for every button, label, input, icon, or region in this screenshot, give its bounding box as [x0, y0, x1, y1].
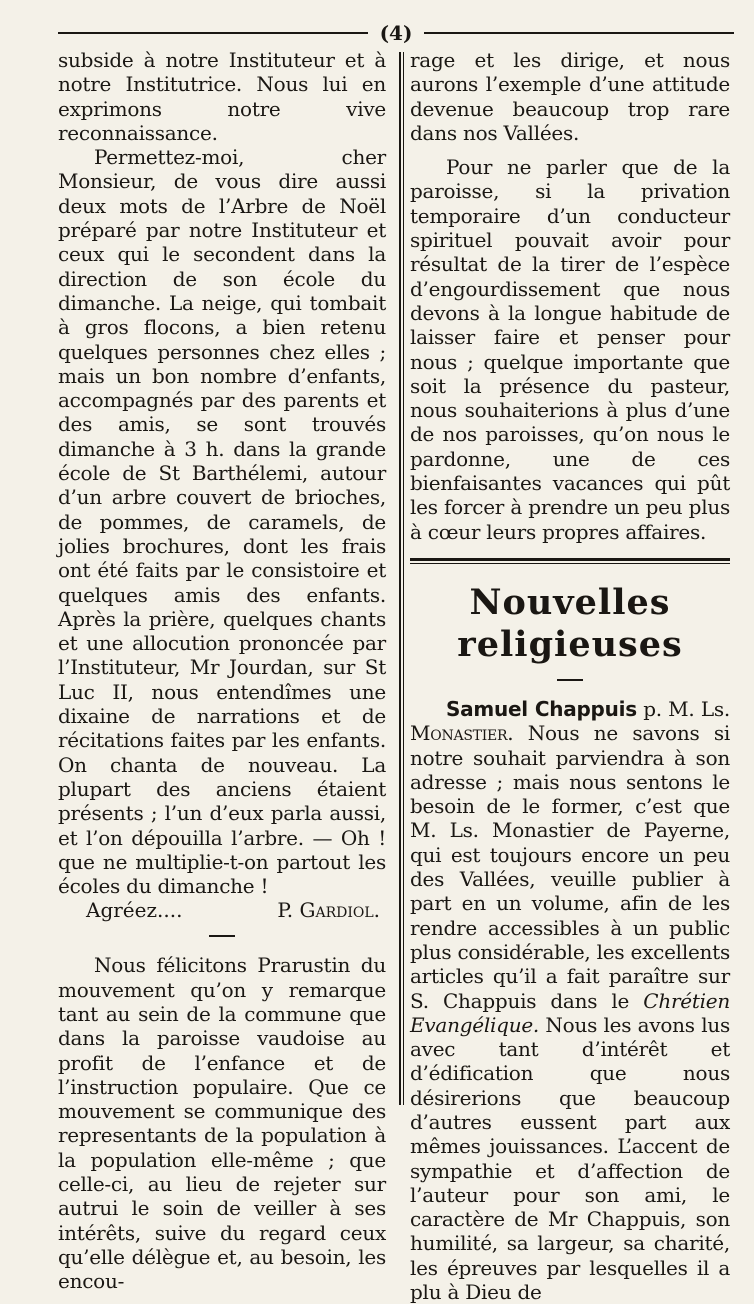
page-header: [58, 18, 734, 48]
article-text: Nous les avons lus avec tant d’intérêt et d’édification que nous désirerions que beaucoup d’autres eussent part aux mêmes jouissances. L’accent de sympathie et d’affection de l’auteur pour son ami, le caractère de Mr Chappuis, son humilité, sa largeur, sa charité, les épreuves par lesquelles il a plu à Dieu de: [410, 1012, 730, 1304]
paragraph: Permettez-moi, cher Monsieur, de vous dire aussi deux mots de l’Arbre de Noël préparé par notre Instituteur et ceux qui le secondent dans la direction de son école du dimanche. La neige, qui tombait à gros flocons, a bien retenu quelques personnes chez elles ; mais un bon nombre d’enfants, accompagnés par des parents et des amis, se sont trouvés dimanche à 3 h. dans la grande école de St Barthélemi, autour d’un arbre couvert de brioches, de pommes, de caramels, de jolies brochures, dont les frais ont été faits par le consistoire et quelques amis des enfants. Après la prière, quelques chants et une allocution prononcée par l’Instituteur, Mr Jourdan, sur St Luc II, nous entendîmes une dixaine de narrations et de récitations faites par les enfants. On chanta de nouveau. La plupart des anciens étaient présents ; l’un d’eux parla aussi, et l’on dépouilla l’arbre. — Oh ! que ne multiplie-t-on partout les écoles du dimanche !: [58, 145, 386, 899]
right-column: [410, 48, 730, 1304]
signature-name: P. Gardiol.: [277, 898, 380, 923]
left-column: [58, 48, 386, 1294]
paragraph: Nous félicitons Prarustin du mouvement qu’on y remarque tant au sein de la commune que dans la paroisse vaudoise au profit de l’enfance et de l’instruction populaire. Que ce mouvement se communique des representants de la population à la population elle-même ; que celle-ci, au lieu de rejeter sur autrui le soin de veiller à ses intérêts, suive du regard ceux qu’elle délègue et, au besoin, les encou-: [58, 953, 386, 1294]
article-text: Nous ne savons si notre souhait parviendra à son adresse ; mais nous sentons le besoin de le former, c’est que M. Ls. Monastier de Payerne, qui est toujours encore un peu des Vallées, veuille publier à part en un volume, afin de les rendre accessibles à un public plus considérable, les excellents articles qu’il a fait paraître sur S. Chappuis dans le: [410, 721, 730, 1013]
article-paragraph: [410, 697, 730, 1304]
letter-signature: [58, 898, 386, 922]
article-author: Monastier.: [410, 721, 514, 746]
article-by: p. M. Ls.: [636, 696, 730, 721]
separator-dash: [209, 935, 235, 937]
column-divider: [399, 52, 401, 1105]
header-rule-right: [424, 32, 734, 34]
section-heading: Nouvelles religieuses: [457, 581, 683, 665]
paragraph: Pour ne parler que de la paroisse, si la privation temporaire d’un conducteur spirituel pouvait avoir pour résultat de la tirer de l’espèce d’engourdissement que nous devons à la longue habitude de laisser faire et penser pour nous ; quelque importante que soit la présence du pasteur, nous souhaiterions à plus d’une de nos paroisses, qu’on nous le pardonne, une de ces bienfaisantes vacances qui pût les forcer à prendre un peu plus à cœur leurs propres affaires.: [410, 155, 730, 544]
journal-title: Chrétien Evangélique.: [410, 988, 730, 1037]
section-rule: [410, 558, 730, 561]
page-number: (4): [379, 21, 413, 45]
paragraph: subside à notre Instituteur et à notre Institutrice. Nous lui en exprimons notre vive reconnaissance.: [58, 48, 386, 145]
article-subject: Samuel Chappuis: [446, 696, 637, 721]
column-divider-inner: [403, 52, 404, 1105]
section-rule-thin: [410, 563, 730, 564]
separator-dash: [557, 679, 583, 681]
closing-text: Agréez....: [86, 898, 183, 923]
paragraph: rage et les dirige, et nous aurons l’exemple d’une attitude devenue beaucoup trop rare dans nos Vallées.: [410, 48, 730, 145]
